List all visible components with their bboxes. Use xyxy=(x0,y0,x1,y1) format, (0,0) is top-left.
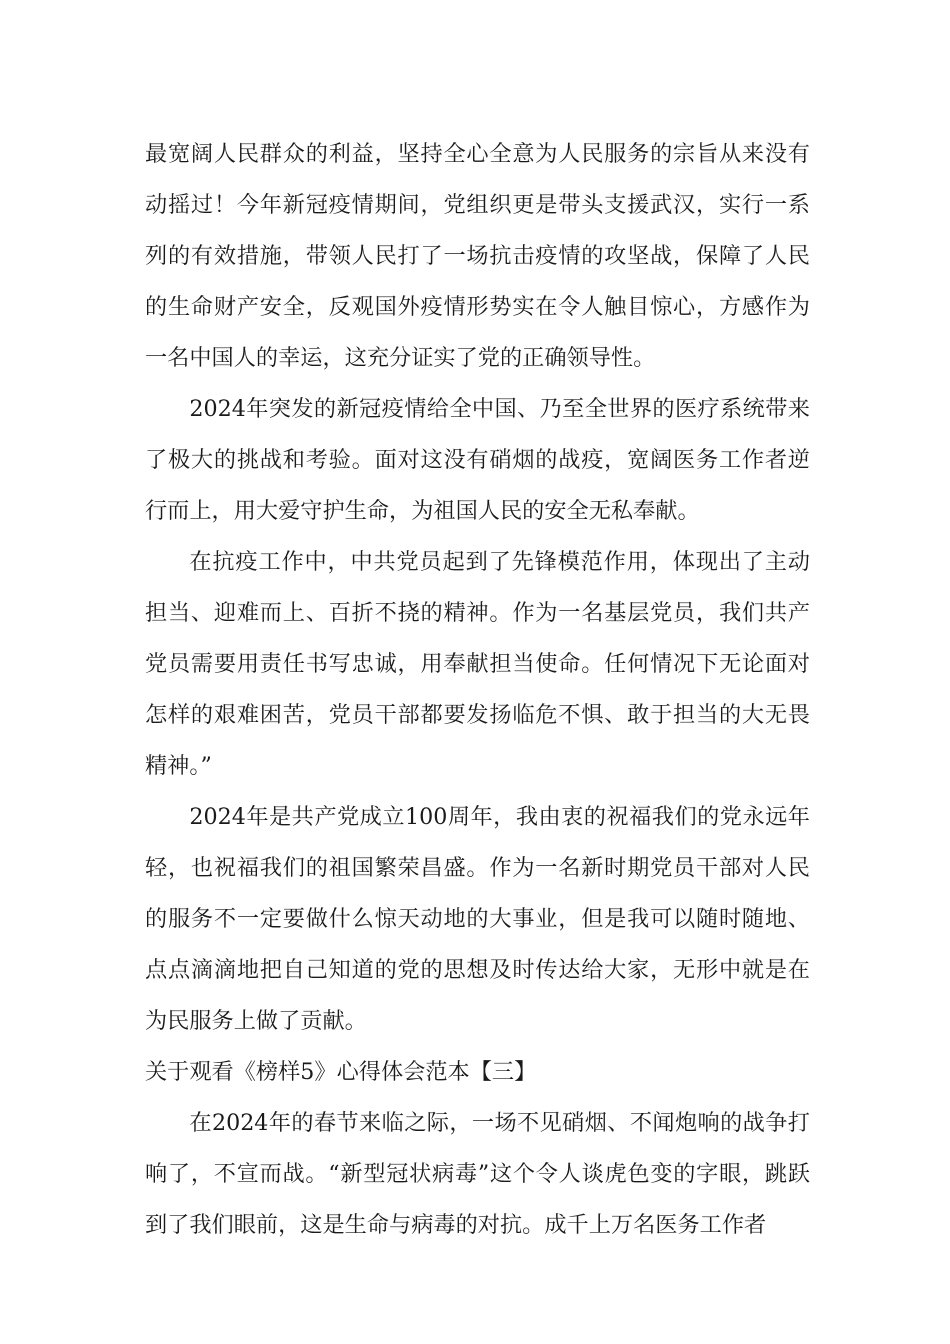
paragraph-4: 2024年是共产党成立100周年，我由衷的祝福我们的党永远年轻，也祝福我们的祖国繁荣昌盛。作为一名新时期党员干部对人民的服务不一定要做什么惊天动地的大事业，但是我可以随时随地、点点滴滴地把自己知道的党的思想及时传达给大家，无形中就是在为民服务上做了贡献。 xyxy=(145,804,810,1034)
section-heading: 关于观看《榜样5》心得体会范本【三】 xyxy=(145,1059,537,1085)
paragraph-2: 2024年突发的新冠疫情给全中国、乃至全世界的医疗系统带来了极大的挑战和考验。面对这没有硝烟的战疫，宽阔医务工作者逆行而上，用大爱守护生命，为祖国人民的安全无私奉献。 xyxy=(145,396,810,524)
paragraph-5: 在2024年的春节来临之际，一场不见硝烟、不闻炮响的战争打响了，不宣而战。“新型冠状病毒”这个令人谈虎色变的字眼，跳跃到了我们眼前，这是生命与病毒的对抗。成千上万名医务工作者 xyxy=(145,1110,810,1238)
paragraph-1: 最宽阔人民群众的利益，坚持全心全意为人民服务的宗旨从来没有动摇过！今年新冠疫情期间，党组织更是带头支援武汉，实行一系列的有效措施，带领人民打了一场抗击疫情的攻坚战，保障了人民的生命财产安全，反观国外疫情形势实在令人触目惊心，方感作为一名中国人的幸运，这充分证实了党的正确领导性。 xyxy=(145,141,810,371)
paragraph-3: 在抗疫工作中，中共党员起到了先锋模范作用，体现出了主动担当、迎难而上、百折不挠的精神。作为一名基层党员，我们共产党员需要用责任书写忠诚，用奉献担当使命。任何情况下无论面对怎样的艰难困苦，党员干部都要发扬临危不惧、敢于担当的大无畏精神。” xyxy=(145,549,810,779)
document-body xyxy=(145,129,810,1251)
